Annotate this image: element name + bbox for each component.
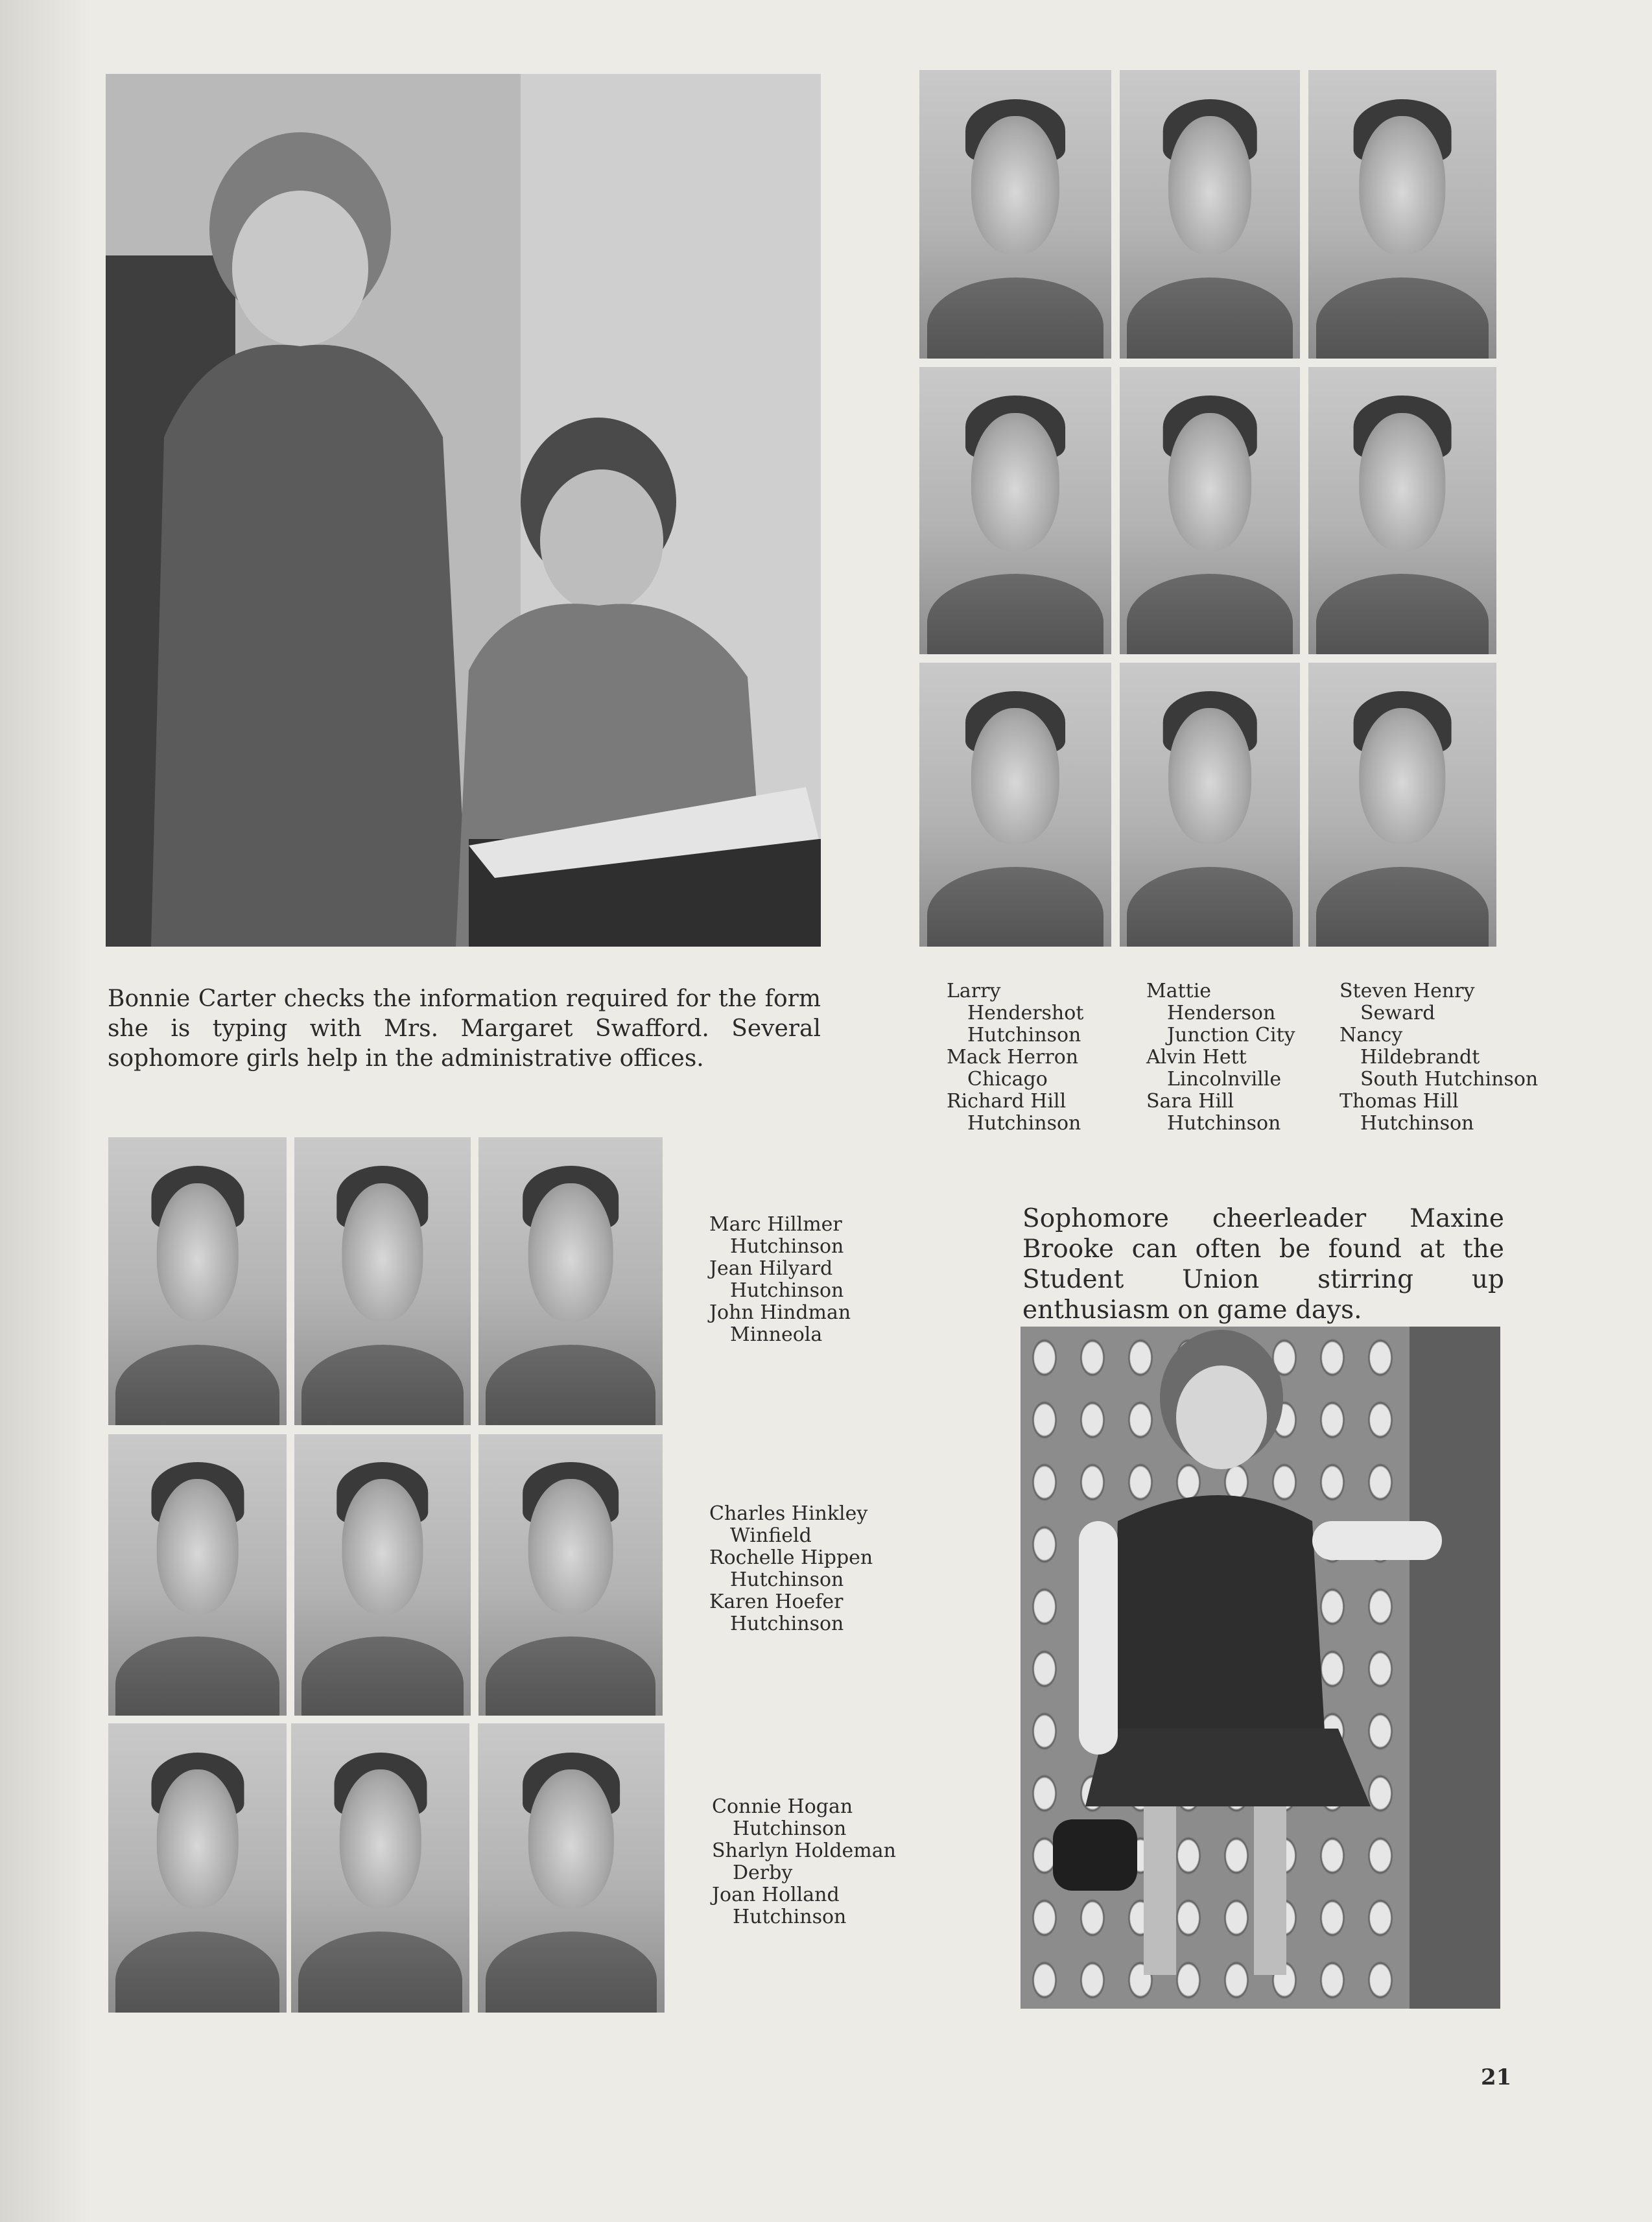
cheerleader-candid-photo	[1021, 1327, 1500, 2009]
cheerleader-photo-caption: Sophomore cheerleader Maxine Brooke can often be found at the Student Union stirring up enthusiasm on game days.	[1022, 1204, 1504, 1325]
hometown-text: Derby	[733, 1862, 793, 1884]
hometown-text: Minneola	[730, 1323, 823, 1346]
name-text: Steven Henry	[1339, 980, 1475, 1002]
top-names-column-1	[947, 980, 1083, 1135]
hometown-text: South Hutchinson	[1360, 1068, 1539, 1091]
office-photo-caption: Bonnie Carter checks the information required for the form she is typing with Mrs. Margaret Swafford. Several sophomore girls help in the administrative offices.	[108, 986, 821, 1072]
name-text: Thomas Hill	[1339, 1090, 1459, 1113]
cheerleader-figure-illustration	[1021, 1327, 1500, 2009]
name-text: Karen Hoefer	[709, 1590, 844, 1613]
name-text: Rochelle Hippen	[709, 1546, 873, 1569]
office-candid-photo	[106, 74, 821, 947]
hometown-text: Hutchinson	[1360, 1112, 1474, 1135]
name-text: John Hindman	[709, 1301, 851, 1324]
portrait-photo	[108, 1434, 287, 1716]
name-text: Charles Hinkley	[709, 1502, 868, 1525]
office-scene-illustration	[106, 74, 821, 947]
hometown-text: Junction City	[1167, 1024, 1295, 1046]
hometown-text: Lincolnville	[1167, 1068, 1282, 1091]
name-text: Alvin Hett	[1146, 1046, 1247, 1069]
hometown-text: Seward	[1360, 1002, 1435, 1024]
bottom-names-group-3	[712, 1796, 896, 1928]
portrait-photo	[1120, 663, 1300, 947]
name-text: Hildebrandt	[1360, 1046, 1480, 1069]
name-text: Connie Hogan	[712, 1795, 853, 1818]
name-text: Joan Holland	[712, 1884, 840, 1906]
name-text: Larry	[947, 980, 1001, 1002]
hometown-text: Hutchinson	[1167, 1112, 1281, 1135]
portrait-photo	[1120, 367, 1300, 654]
name-text: Mack Herron	[947, 1046, 1079, 1069]
portrait-photo	[1308, 663, 1496, 947]
name-text: Henderson	[1167, 1002, 1276, 1024]
portrait-photo	[478, 1723, 665, 2013]
name-text: Marc Hillmer	[709, 1213, 842, 1236]
name-text: Sara Hill	[1146, 1090, 1234, 1113]
portrait-photo	[294, 1137, 471, 1425]
portrait-photo	[919, 663, 1111, 947]
name-text: Jean Hilyard	[709, 1257, 833, 1280]
portrait-photo	[1120, 70, 1300, 359]
bottom-names-group-2	[709, 1503, 873, 1635]
hometown-text: Hutchinson	[730, 1568, 844, 1591]
name-text: Mattie	[1146, 980, 1212, 1002]
hometown-text: Hutchinson	[730, 1613, 844, 1635]
hometown-text: Winfield	[730, 1524, 812, 1547]
name-text: Richard Hill	[947, 1090, 1067, 1113]
portrait-photo	[478, 1137, 663, 1425]
hometown-text: Hutchinson	[730, 1279, 844, 1302]
portrait-photo	[919, 70, 1111, 359]
hometown-text: Hutchinson	[733, 1906, 847, 1928]
portrait-photo	[294, 1434, 471, 1716]
name-text: Hendershot	[967, 1002, 1084, 1024]
hometown-text: Hutchinson	[730, 1235, 844, 1258]
top-names-column-3	[1339, 980, 1538, 1135]
hometown-text: Hutchinson	[733, 1817, 847, 1840]
portrait-photo	[1308, 367, 1496, 654]
portrait-photo	[108, 1723, 287, 2013]
hometown-text: Chicago	[967, 1068, 1048, 1091]
page-number: 21	[1481, 2064, 1512, 2090]
portrait-photo	[478, 1434, 663, 1716]
portrait-photo	[108, 1137, 287, 1425]
portrait-photo	[919, 367, 1111, 654]
top-names-column-2	[1146, 980, 1295, 1135]
page-gutter-shadow	[0, 0, 91, 2222]
name-text: Nancy	[1339, 1024, 1403, 1046]
portrait-photo	[291, 1723, 469, 2013]
bottom-names-group-1	[709, 1214, 851, 1346]
hometown-text: Hutchinson	[967, 1112, 1081, 1135]
name-text: Sharlyn Holdeman	[712, 1839, 896, 1862]
portrait-photo	[1308, 70, 1496, 359]
hometown-text: Hutchinson	[967, 1024, 1081, 1046]
